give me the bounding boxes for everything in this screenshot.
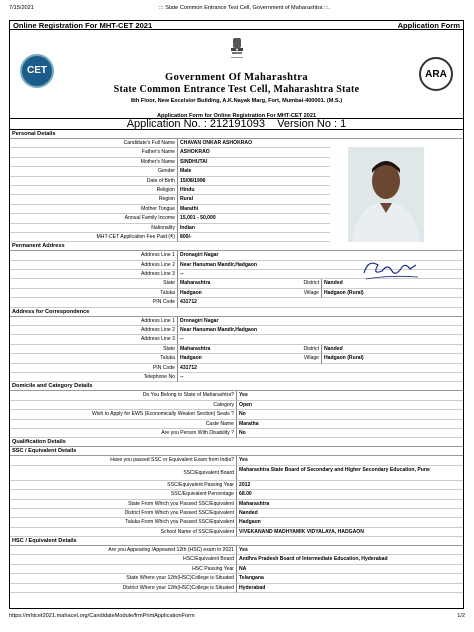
field-label: District (282, 345, 322, 354)
row-corr-addr2 (10, 326, 463, 335)
field-value: Hadgaon (Rural) (322, 354, 464, 363)
field-value: Rural (178, 195, 330, 204)
row-ssc-percent (10, 490, 463, 499)
field-label: HSC/Equivalent Board (10, 555, 237, 564)
field-value: Yes (237, 391, 464, 400)
field-value: Maharashtra (178, 345, 282, 354)
field-label: Are you Appearing /Appeared 12th (HSC) exam in 2021 (10, 546, 237, 555)
field-value: Andhra Pradesh Board of Intermediate Education, Hyderabad (237, 555, 464, 564)
field-value: Nanded (322, 279, 464, 288)
row-corr-tel (10, 373, 463, 382)
field-label: Mother Tongue (10, 205, 178, 214)
row-corr-state (10, 345, 463, 354)
field-value: Nanded (237, 509, 464, 518)
field-value: Telangana (237, 574, 464, 583)
field-value: 2012 (237, 481, 464, 490)
row-ssc-district (10, 509, 463, 518)
field-label: District (282, 279, 322, 288)
org-line2: State Common Entrance Test Cell, Maharashtra State (113, 84, 360, 95)
field-label: Caste Name (10, 420, 237, 429)
field-value: Dronagiri Nagar (178, 251, 464, 260)
app-no: 212191093 (209, 118, 265, 130)
field-value: -- (178, 335, 464, 344)
row-hsc-board (10, 555, 463, 564)
field-value: Dronagiri Nagar (178, 317, 464, 326)
row-dom-ews (10, 410, 463, 419)
row-dom-category (10, 401, 463, 410)
correspondence-rows (10, 317, 463, 383)
version-label: Version No : (277, 118, 338, 130)
row-hsc-year (10, 565, 463, 574)
domicile-rows (10, 391, 463, 438)
field-label: Village (282, 354, 322, 363)
field-label: HSC Passing Year (10, 565, 237, 574)
field-value: CHAVAN ONKAR ASHOKRAO (178, 139, 330, 148)
field-label: PIN Code (10, 298, 178, 307)
application-form (9, 20, 464, 609)
field-label: Address Line 1 (10, 251, 178, 260)
field-label: State (10, 345, 178, 354)
field-value: Maharashtra (178, 279, 282, 288)
field-value: 15/08/1996 (178, 177, 330, 186)
form-title: Application Form for Online Registration For MHT-CET 2021 (156, 113, 317, 119)
field-value: ASHOKRAO (178, 148, 330, 157)
form-header-left: Online Registration For MHT-CET 2021 (13, 20, 153, 30)
field-label: SSC/Equivalent Passing Year (10, 481, 237, 490)
row-corr-addr1 (10, 317, 463, 326)
row-dom-caste (10, 420, 463, 429)
field-value: Marathi (178, 205, 330, 214)
org-line1: Government Of Maharashtra (165, 72, 308, 83)
form-header-right: Application Form (397, 20, 460, 30)
row-perm-taluka (10, 289, 463, 298)
row-ssc-year (10, 481, 463, 490)
field-value: Indian (178, 224, 330, 233)
browser-footer (9, 613, 465, 619)
row-dom-pwd (10, 429, 463, 438)
field-value: SINDHUTAI (178, 158, 330, 167)
section-domicile: Domicile and Category Details (10, 382, 463, 391)
browser-header (9, 5, 465, 11)
field-label: Taluka (10, 354, 178, 363)
field-value: Yes (237, 456, 464, 465)
field-label: Religion (10, 186, 178, 195)
field-label: Village (282, 289, 322, 298)
form-header (10, 21, 463, 30)
field-value: Open (237, 401, 464, 410)
org-banner (10, 30, 463, 118)
section-qualification: Qualification Details (10, 438, 463, 447)
field-value: 800/- (178, 233, 330, 242)
field-label: Have you passed SSC or Equivalent Exam from India? (10, 456, 237, 465)
page-url[interactable]: https://mhtcet2021.mahacet.org/CandidateModule/frmPrintApplicationForm (9, 613, 195, 619)
ara-logo (419, 57, 453, 91)
section-personal: Personal Details (10, 130, 463, 139)
field-value: No (237, 429, 464, 438)
field-label: SSC/Equivalent Board (10, 466, 237, 481)
field-value: Hindu (178, 186, 330, 195)
row-perm-pin (10, 298, 463, 307)
field-value: Hadgaon (178, 354, 282, 363)
field-label: Address Line 2 (10, 261, 178, 270)
row-dom-maharashtra (10, 391, 463, 400)
field-label: Taluka (10, 289, 178, 298)
row-ssc-school (10, 528, 463, 537)
field-label: District Where your 12th(HSC)College is Situated (10, 584, 237, 593)
row-hsc-district (10, 584, 463, 593)
field-label: Gender (10, 167, 178, 176)
field-value: Near Hanuman Mandir,Hadgaon (178, 326, 464, 335)
field-value: Hadgaon (178, 289, 282, 298)
org-address: 8th Floor, New Excelsior Building, A.K.Nayak Marg, Fort, Mumbai-400001. (M.S.) (130, 98, 343, 104)
field-label: State (10, 279, 178, 288)
field-label: Date of Birth (10, 177, 178, 186)
candidate-signature (358, 253, 424, 287)
section-ssc: SSC / Equivalent Details (10, 447, 463, 456)
row-hsc-state (10, 574, 463, 583)
field-label: District From Which you Passed SSC/Equivalent (10, 509, 237, 518)
page-number: 1/2 (457, 613, 465, 619)
field-label: Candidate's Full Name (10, 139, 178, 148)
field-value: 15,001 - 50,000 (178, 214, 330, 223)
field-label: Taluka From Which you Passed SSC/Equivalent (10, 518, 237, 527)
field-label: Are you Person With Disability ? (10, 429, 237, 438)
state-emblem-icon (229, 36, 245, 64)
row-corr-addr3 (10, 335, 463, 344)
field-value: Male (178, 167, 330, 176)
field-label: Address Line 1 (10, 317, 178, 326)
row-corr-pin (10, 364, 463, 373)
field-label: Wish to Apply for EWS (Economically Weaker Section) Seats ? (10, 410, 237, 419)
ara-logo-text: ARA (425, 68, 447, 80)
field-value: Yes (237, 546, 464, 555)
field-label: Address Line 3 (10, 270, 178, 279)
field-value: Near Hanuman Mandir,Hadgaon (178, 261, 464, 270)
field-value: Hadgaon (237, 518, 464, 527)
field-value: VIVEKANAND MADHYAMIK VIDYALAYA, HADGAON (237, 528, 464, 537)
cet-logo-text: CET (27, 65, 47, 76)
ssc-rows (10, 456, 463, 537)
field-label: School Name of SSC/Equivalent (10, 528, 237, 537)
field-value: Maharashtra State Board of Secondary and Higher Secondary Education, Pune (237, 466, 464, 481)
field-label: State Where your 12th(HSC)College is Situated (10, 574, 237, 583)
field-value: 431712 (178, 298, 464, 307)
field-value: -- (178, 373, 464, 382)
field-label: MHT-CET Application Fee Paid (₹) (10, 233, 178, 242)
field-label: Father's Name (10, 148, 178, 157)
field-label: Annual Family Income (10, 214, 178, 223)
field-label: State From Which you Passed SSC/Equivalent (10, 500, 237, 509)
field-label: Category (10, 401, 237, 410)
field-label: PIN Code (10, 364, 178, 373)
application-number-line (10, 118, 463, 130)
hsc-rows (10, 546, 463, 593)
field-value: Hyderabad (237, 584, 464, 593)
field-label: Telephone No (10, 373, 178, 382)
field-label: Mother's Name (10, 158, 178, 167)
field-label: SSC/Equivalent Percentage (10, 490, 237, 499)
field-value: -- (178, 270, 464, 279)
row-hsc-appearing (10, 546, 463, 555)
candidate-photo (348, 147, 424, 242)
row-ssc-india (10, 456, 463, 465)
row-ssc-taluka (10, 518, 463, 527)
row-ssc-board (10, 466, 463, 481)
section-correspondence: Address for Correspondence (10, 308, 463, 317)
page-title: ::: State Common Entrance Test Cell, Government of Maharashtra :::. (159, 5, 331, 11)
version-no: 1 (340, 118, 347, 130)
section-hsc: HSC / Equivalent Details (10, 537, 463, 546)
field-label: Address Line 3 (10, 335, 178, 344)
row-ssc-state (10, 500, 463, 509)
row-corr-taluka (10, 354, 463, 363)
section-permanent: Permanent Address (10, 242, 463, 251)
app-no-label: Application No. : (126, 118, 207, 130)
field-label: Nationality (10, 224, 178, 233)
field-value: 431712 (178, 364, 464, 373)
field-value: 68.00 (237, 490, 464, 499)
field-value: Maratha (237, 420, 464, 429)
field-value: No (237, 410, 464, 419)
field-value: NA (237, 565, 464, 574)
print-date: 7/15/2021 (9, 5, 34, 11)
field-label: Do You Belong to State of Maharashtra? (10, 391, 237, 400)
field-value: Nanded (322, 345, 464, 354)
field-label: Region (10, 195, 178, 204)
field-label: Address Line 2 (10, 326, 178, 335)
field-value: Hadgaon (Rural) (322, 289, 464, 298)
field-value: Maharashtra (237, 500, 464, 509)
